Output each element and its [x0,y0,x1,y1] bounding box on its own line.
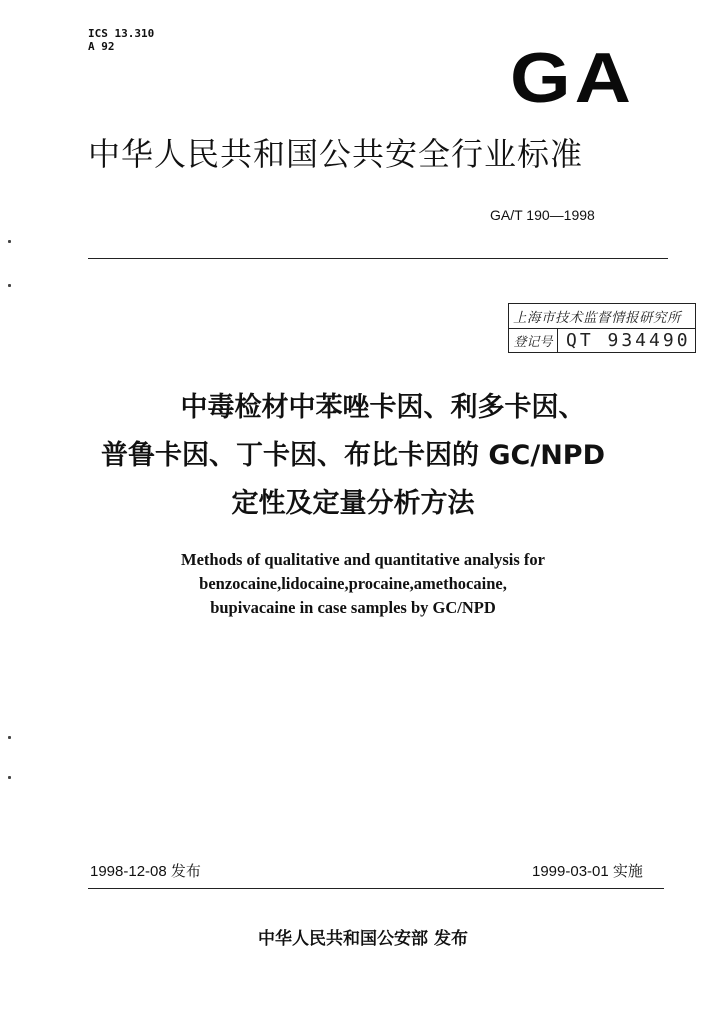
standard-number: GA/T 190—1998 [490,207,595,223]
chinese-title [0,384,706,528]
footer-divider [88,888,664,889]
scan-speck [8,776,11,779]
scan-speck [8,736,11,739]
english-title [0,548,706,620]
scan-speck [8,240,11,243]
chinese-title-line-3: 定性及定量分析方法 [231,488,475,519]
stamp-organization: 上海市技术监督情报研究所 [513,310,681,326]
issue-date: 1998-12-08 发布 [90,863,201,880]
ics-code: ICS 13.310 [88,27,155,40]
english-title-line-1: Methods of qualitative and quantitative analysis for [181,550,545,569]
chinese-title-line-1: 中毒检材中苯唑卡因、利多卡因、 [180,392,586,423]
stamp-number-row [509,328,695,352]
stamp-label: 登记号 [509,328,558,352]
ics-classification [88,27,154,53]
implementation-date: 1999-03-01 实施 [532,863,643,880]
english-title-line-2: benzocaine,lidocaine,procaine,amethocaine, [199,574,507,593]
stamp-registration-number: QT 934490 [566,329,691,351]
header-divider [88,258,668,259]
standard-category-heading: 中华人民共和国公共安全行业标准 [88,135,584,173]
scan-speck [8,284,11,287]
publisher: 中华人民共和国公安部 发布 [258,929,468,949]
ga-logo: GA [510,38,635,118]
ccs-code: A 92 [88,40,115,53]
registration-stamp [508,303,696,353]
stamp-organization-row [509,304,695,329]
english-title-line-3: bupivacaine in case samples by GC/NPD [210,598,496,617]
chinese-title-line-2: 普鲁卡因、丁卡因、布比卡因的 GC/NPD [100,440,606,471]
